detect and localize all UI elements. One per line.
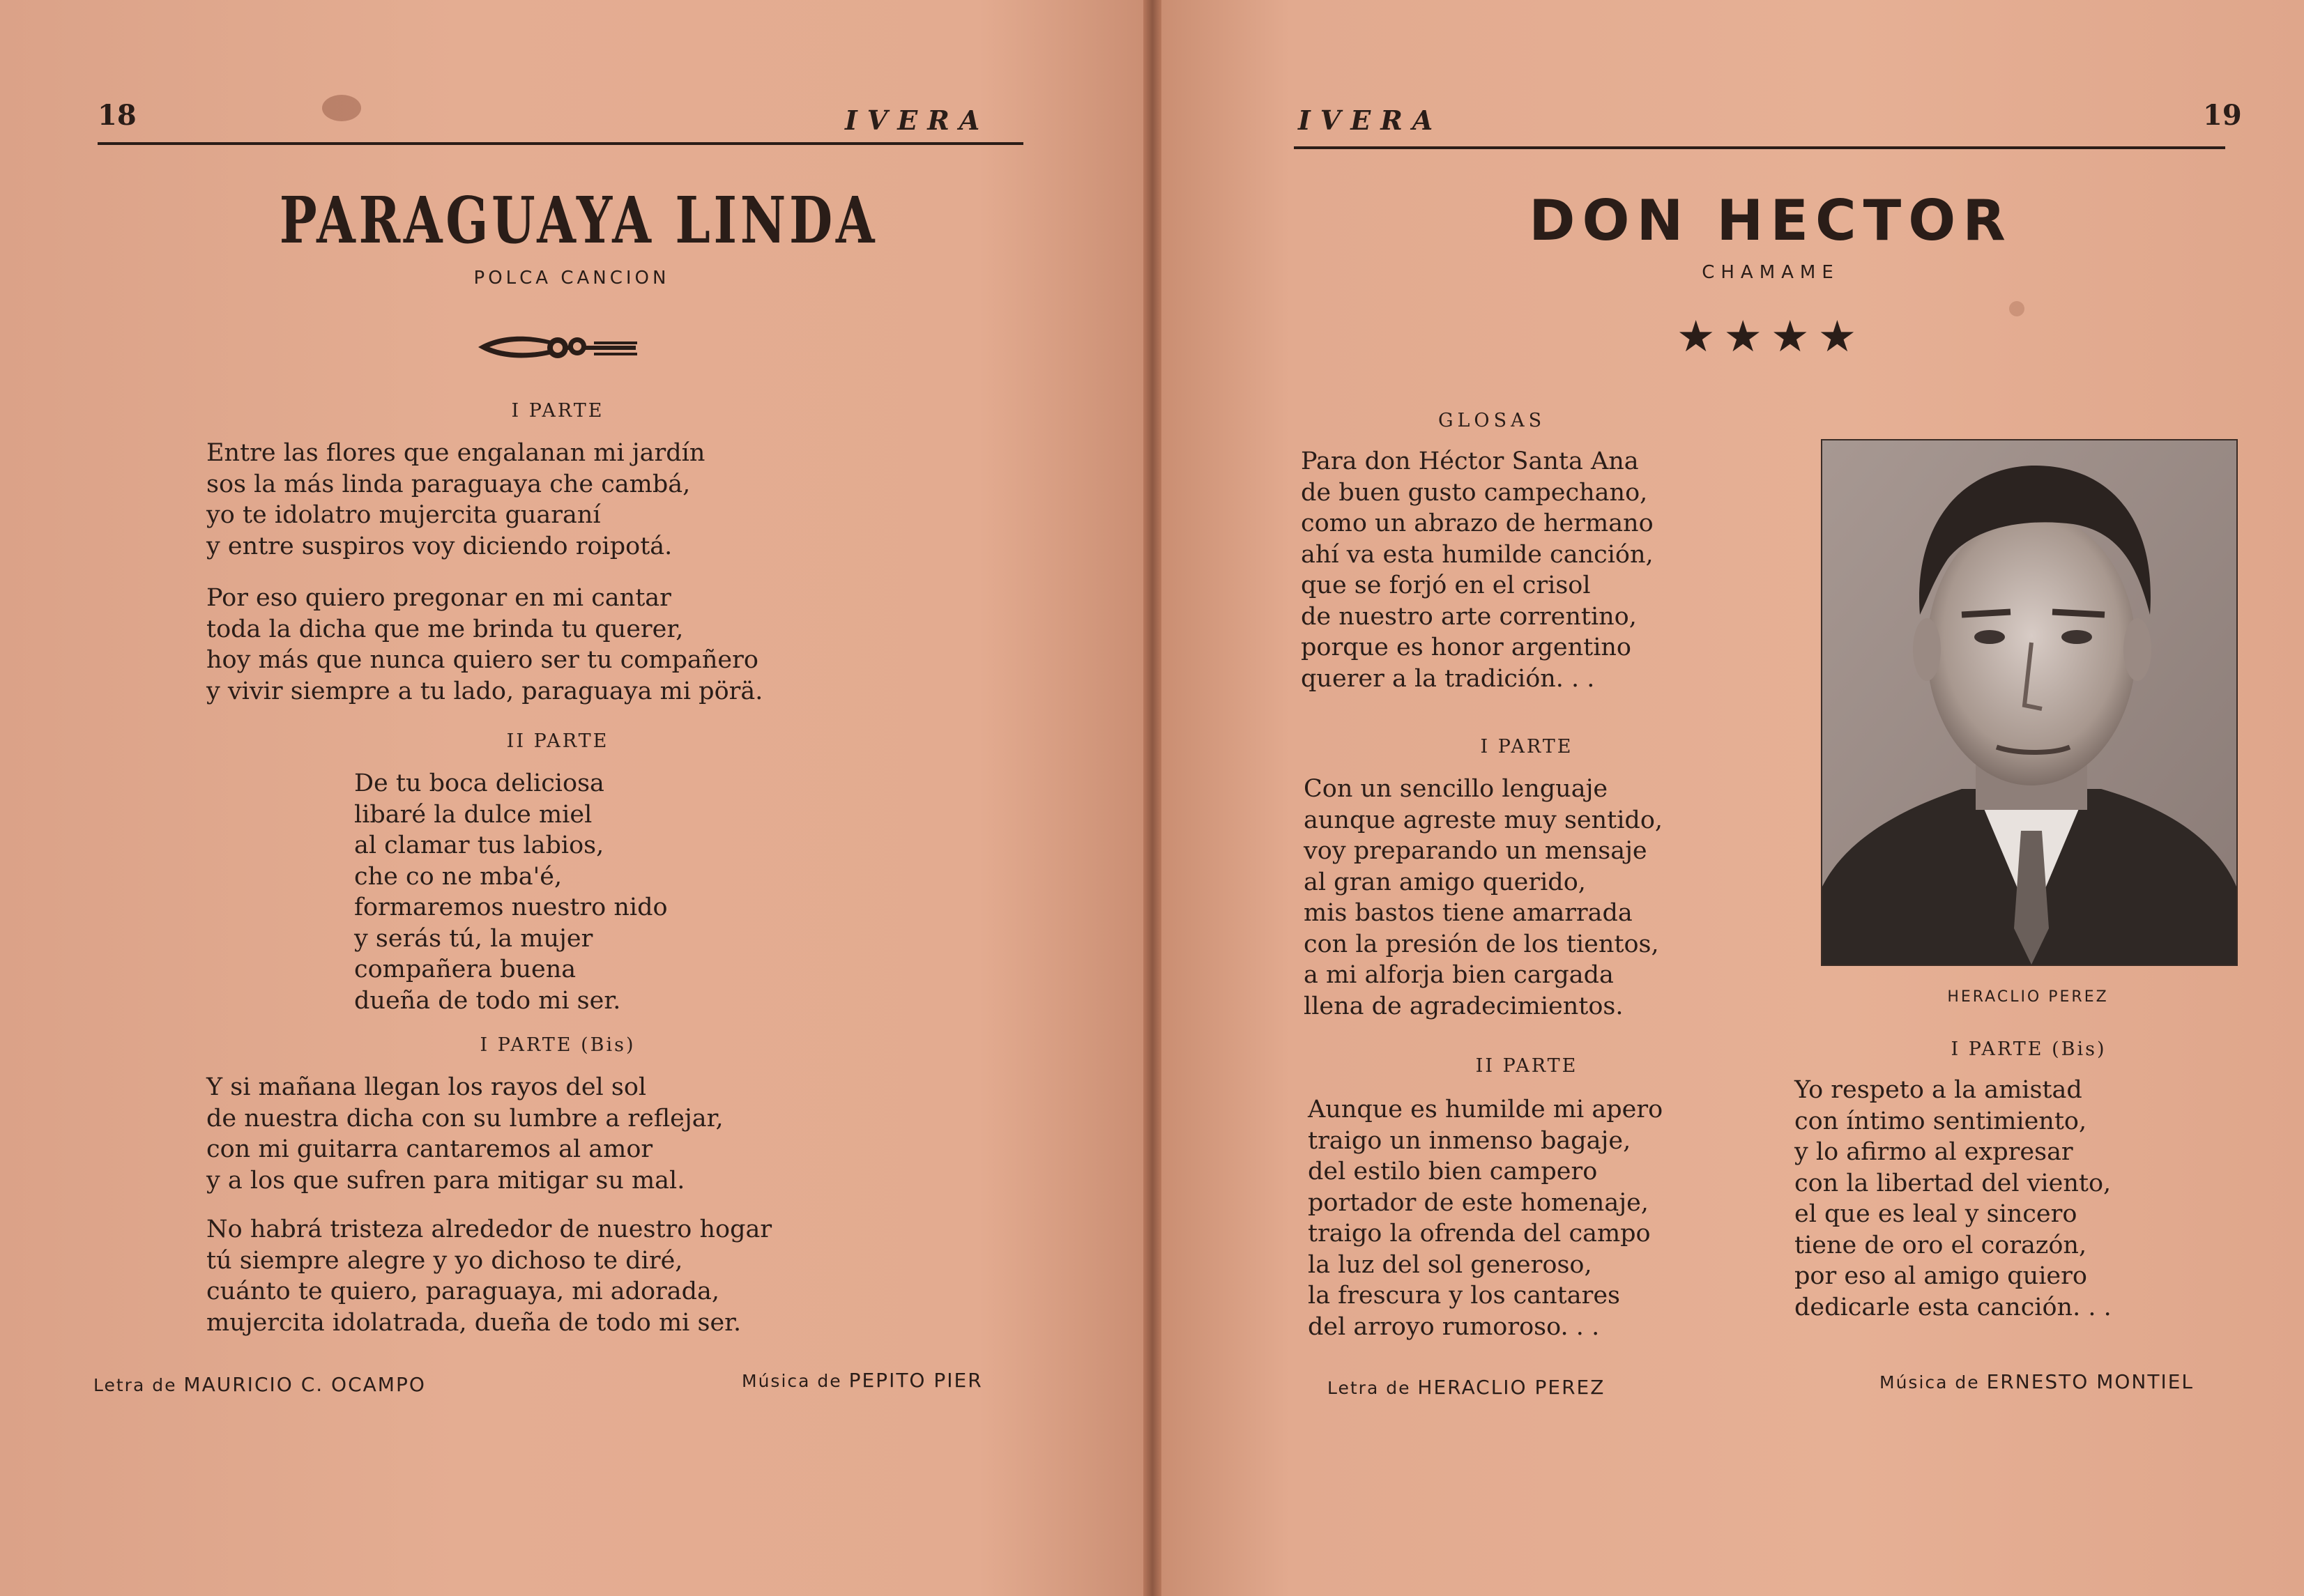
- left-stanza-5: No habrá tristeza alrededor de nuestro hogar tú siempre alegre y yo dichoso te diré, cuánto te quiero, paraguaya, mi adorada, mujercita idolatrada, dueña de todo mi ser.: [206, 1215, 772, 1337]
- right-stanza-3: Aunque es humilde mi apero traigo un inmenso bagaje, del estilo bien campero portador de este homenaje, traigo la ofrenda del campo la luz del sol generoso, la frescura y los cantares del arroyo rumoroso. . .: [1308, 1096, 1663, 1341]
- right-lyrics-credit: [1327, 1376, 1605, 1399]
- rose-ornament-icon: [475, 325, 643, 367]
- right-song-title: DON HECTOR: [1529, 188, 2013, 253]
- right-section-heading-3: II PARTE: [1475, 1055, 1578, 1077]
- left-lyrics-credit: [93, 1373, 426, 1396]
- right-song-genre: CHAMAME: [1702, 262, 1840, 283]
- lyrics-credit-prefix: Letra de: [93, 1375, 177, 1395]
- left-stanza-1: Entre las flores que engalanan mi jardín sos la más linda paraguaya che cambá, yo te idolatro mujercita guaraní y entre suspiros voy diciendo roipotá.: [206, 439, 705, 560]
- left-header-rule: [98, 142, 1023, 145]
- portrait-photo-icon: [1821, 439, 2238, 966]
- lyricist-name: MAURICIO C. OCAMPO: [183, 1373, 426, 1396]
- right-section-heading-4: I PARTE (Bis): [1951, 1038, 2107, 1060]
- right-running-head: IVERA: [1298, 105, 1443, 136]
- right-stanza-1: Para don Héctor Santa Ana de buen gusto campechano, como un abrazo de hermano ahí va esta humilde canción, que se forjó en el crisol de nuestro arte correntino, porque es honor argentino querer a la tradición. . .: [1301, 447, 1654, 693]
- right-header-rule: [1294, 146, 2225, 149]
- paper-stain: [2009, 301, 2024, 316]
- left-running-head: IVERA: [845, 105, 990, 136]
- lyricist-name: HERACLIO PEREZ: [1417, 1376, 1605, 1399]
- composer-name: ERNESTO MONTIEL: [1986, 1370, 2195, 1393]
- photo-caption: HERACLIO PEREZ: [1947, 988, 2109, 1006]
- music-credit-prefix: Música de: [1879, 1372, 1980, 1392]
- left-stanza-4: Y si mañana llegan los rayos del sol de nuestra dicha con su lumbre a reflejar, con mi guitarra cantaremos al amor y a los que sufren para mitigar su mal.: [206, 1073, 724, 1195]
- right-stanza-2: Con un sencillo lenguaje aunque agreste muy sentido, voy preparando un mensaje al gran amigo querido, mis bastos tiene amarrada con la presión de los tientos, a mi alforja bien cargada llena de agradecimientos.: [1304, 775, 1663, 1020]
- right-page-number: 19: [2203, 99, 2242, 132]
- stars-ornament: ★★★★: [1676, 311, 1866, 362]
- right-stanza-4: Yo respeto a la amistad con íntimo sentimiento, y lo afirmo al expresar con la libertad del viento, el que es leal y sincero tiene de oro el corazón, por eso al amigo quiero dedicarle esta canción. . .: [1794, 1076, 2112, 1321]
- left-section-heading-2: II PARTE: [506, 730, 609, 752]
- paper-stain: [322, 95, 361, 121]
- right-section-heading-2: I PARTE: [1480, 736, 1573, 758]
- lyrics-credit-prefix: Letra de: [1327, 1378, 1411, 1398]
- music-credit-prefix: Música de: [742, 1371, 842, 1391]
- left-song-title: PARAGUAYA LINDA: [279, 183, 878, 258]
- left-song-genre: POLCA CANCION: [473, 268, 670, 289]
- left-page-number: 18: [98, 99, 137, 132]
- left-stanza-2: Por eso quiero pregonar en mi cantar toda la dicha que me brinda tu querer, hoy más que nunca quiero ser tu compañero y vivir siempre a tu lado, paraguaya mi pörä.: [206, 584, 763, 705]
- left-section-heading-1: I PARTE: [511, 400, 604, 422]
- left-music-credit: [742, 1369, 983, 1392]
- left-section-heading-3: I PARTE (Bis): [480, 1034, 636, 1056]
- right-music-credit: [1879, 1370, 2194, 1393]
- composer-name: PEPITO PIER: [848, 1369, 983, 1392]
- book-gutter: [1143, 0, 1161, 1596]
- left-stanza-3: De tu boca deliciosa libaré la dulce miel al clamar tus labios, che co ne mba'é, formaremos nuestro nido y serás tú, la mujer compañera buena dueña de todo mi ser.: [354, 769, 668, 1015]
- right-section-heading-1: GLOSAS: [1437, 410, 1546, 431]
